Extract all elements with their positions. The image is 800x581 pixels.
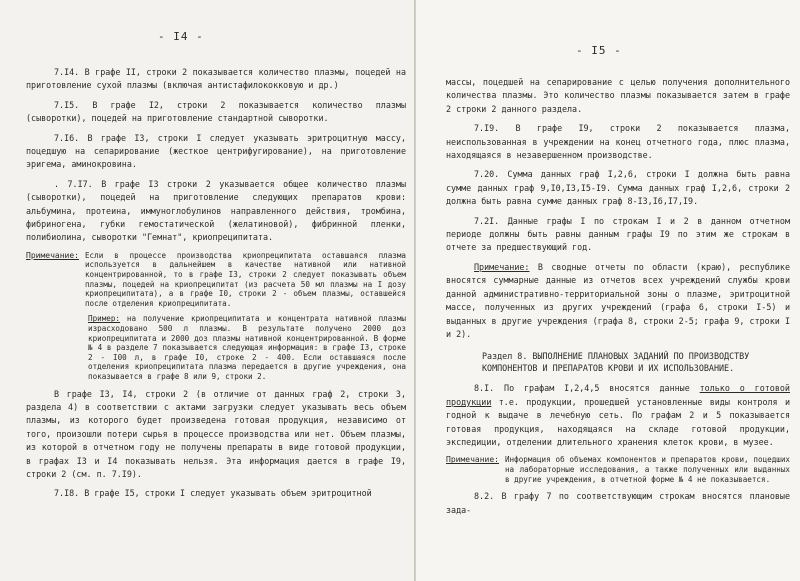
paragraph-8-1-rest: т.е. продукции, прошедшей установленные виды контроля и годной к выдаче в лечебную сеть. По графам 2 и 5 показывается готовая продукция, находящаяся на складе готовой продукции, экспедиции, отделении длительного хранения клеток крови, в музее. <box>446 396 790 447</box>
paragraph-continued: массы, поцедшей на сепарирование с целью получения дополнительного количества плазмы. Это количество плазмы показывается затем в графе 2 строки 2 данного раздела. <box>446 77 790 114</box>
section-8-heading: Раздел 8. ВЫПОЛНЕНИЕ ПЛАНОВЫХ ЗАДАНИЙ ПО ПРОИЗВОДСТВУ КОМПОНЕНТОВ И ПРЕПАРАТОВ КРОВИ И ИХ ИСПОЛЬЗОВАНИЕ. <box>482 351 750 373</box>
paragraph-7-15: 7.I5. В графе I2, строки 2 показывается количество плазмы (сыворотки), поцедей на приготовление стандартной сыворотки. <box>26 99 406 124</box>
right-page-text <box>446 76 790 523</box>
note-label: Примечание: <box>26 250 79 260</box>
example-block <box>26 314 406 381</box>
paragraph-7-18: 7.I8. В графе I5, строки I следует указывать объем эритроцитной <box>54 488 372 499</box>
paragraph-7-20: 7.20. Сумма данных граф I,2,6, строки I должна быть равна сумме данных граф 9,I0,I3,I5-I9. Сумма данных граф I,2,6, строки 2 должна быть равна сумме данных граф 8-I3,I6,I7,I9. <box>446 169 790 207</box>
left-page-text <box>26 66 406 507</box>
note-lab-tests <box>446 455 790 484</box>
paragraph-7-14: 7.I4. В графе II, строки 2 показывается количество плазмы, поцедей на приготовление сухой плазмы (включая антистафилококковую и др.) <box>26 67 406 91</box>
paragraph-7-16: 7.I6. В графе I3, строки I следует указывать эритроцитную массу, поцедшую на сепарирование (жесткое центрифугирование), на приготовление эригема, аминокровина. <box>26 132 406 170</box>
note-text: Информация об объемах компонентов и препаратов крови, поцедших на лабораторные исследования, а также полученных или выданных в другие учреждения, в отчетной форме № 4 не показывается. <box>504 455 790 484</box>
paragraph-7-17: . 7.I7. В графе I3 строки 2 указывается общее количество плазмы (сыворотки), поцедей на приготовление следующих препаратов крови: альбумина, протеина, иммуноглобулинов направленного действия, тромбина, фибриногена, губки гемостатической (желатиновой), фибринной пленки, полибиолина, сыворотки "Гемнат", криопреципитата. <box>26 178 406 243</box>
paragraph-7-19: 7.I9. В графе I9, строки 2 показывается плазма, неиспользованная в учреждении на конец отчетного года, плюс плазма, находящаяся в незавершенном производстве. <box>446 123 790 161</box>
note-text: Если в процессе производства криопреципитата оставшаяся плазма используется в дальнейшем в качестве нативной или нативной концентрированной, то в графе I3, строки 2 следует показывать объем плазмы, поцедей на криопреципитат (из расчета 50 мл плазмы на I дозу криопреципитата), а в графе I0, строки 2 - объем плазмы, оставшейся после отделения криопреципитата. <box>84 250 406 308</box>
note-summary <box>446 261 790 341</box>
example-label: Пример: <box>88 314 121 324</box>
right-page <box>416 0 800 581</box>
page-number: - I5 - <box>576 44 622 57</box>
note-label: Примечание: <box>446 455 499 465</box>
finished-products-emphasis: только о готовой продукции <box>446 383 790 407</box>
note-label: Примечание: <box>474 261 530 272</box>
paragraph-8-1-start: 8.I. По графам I,2,4,5 вносятся данные <box>474 383 700 394</box>
paragraph-8-1 <box>446 382 790 449</box>
paragraph-7-21: 7.2I. Данные графы I по строкам I и 2 в данном отчетном периоде должны быть равны данным графы I9 по этим же строкам в отчете за предшествующий год. <box>446 215 790 253</box>
example-text: на получение криопреципитата и концентрата нативной плазмы израсходовано 500 л плазмы. В результате получено 2000 доз криопреципитата и 2000 доз плазмы нативной концентрированной. В форме № 4 в разделе 7 показывается следующая информация: в графе I3, строке 2 - I00 л, в графе I0, строке 2 - 400. Если оставшаяся после отделения криопреципитата плазма передается в другие учреждения, она показывается в графе 8 или 9, строки 2. <box>88 314 407 381</box>
paragraph-grafa-13-14: В графе I3, I4, строки 2 (в отличие от данных граф 2, строки 3, раздела 4) в соответствии с актами загрузки следует указывать весь объем плазмы, из которого будет произведена готовая продукция, независимо от того, произошли потери сырья в процессе производства или нет. Объем плазмы, из которой в отчетном году не получены препараты в виде готовой продукции, в графах I3 и I4 показывать нельзя. Эта информация дается в графе I9, строки 2 (см. п. 7.I9). <box>26 388 406 480</box>
note-cryoprecipitate <box>26 251 406 309</box>
paragraph-8-2: 8.2. В графу 7 по соответствующим строкам вносятся плановые зада- <box>446 491 790 515</box>
page-number: - I4 - <box>158 30 204 43</box>
note-text: В сводные отчеты по области (краю), республике вносятся суммарные данные из отчетов всех учреждений службы крови данной административно-территориальной зоны о плазме, эритроцитной массе, полученных из других учреждений (графа 6, строки I-5) и выданных в другие учреждения (графа 8, строки 2-5; графа 9, строки I и 2). <box>446 261 790 339</box>
